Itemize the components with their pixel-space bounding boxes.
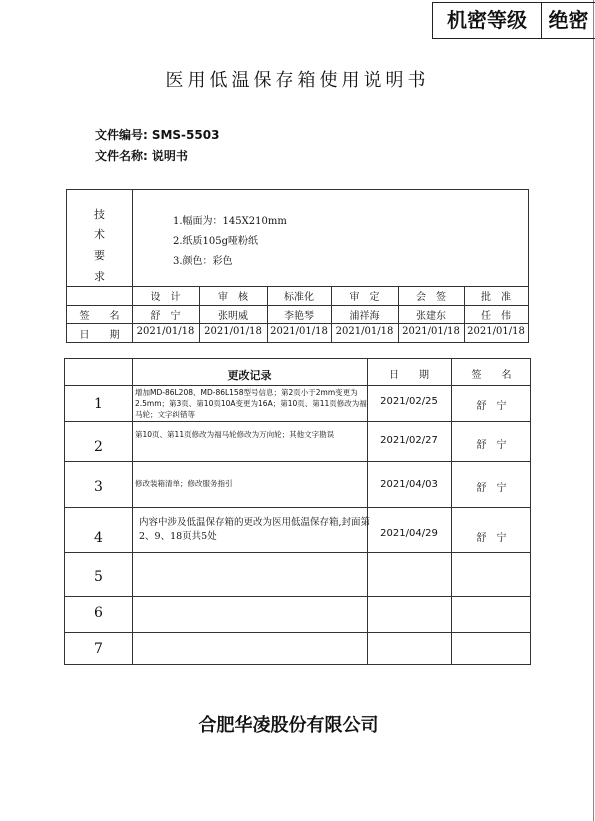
grid-line	[132, 359, 133, 664]
classification-value: 绝密	[548, 8, 589, 32]
role-review: 审 核	[218, 292, 248, 303]
role-countersign: 会 签	[416, 292, 446, 303]
file-name-label: 文件名称:	[95, 149, 148, 163]
grid-line	[65, 507, 530, 508]
grid-line	[65, 596, 530, 597]
change-date: 2021/02/27	[380, 435, 438, 446]
tech-requirements-label	[67, 190, 132, 286]
classification-box	[432, 2, 595, 39]
grid-line	[65, 461, 530, 462]
approval-date: 2021/01/18	[204, 326, 262, 337]
change-log-table	[64, 358, 531, 665]
tech-requirement-item: 3.颜色：彩色	[173, 256, 233, 267]
change-date: 2021/04/29	[380, 528, 438, 539]
change-sign-header: 签 名	[471, 370, 512, 381]
change-description: 第10页、第11页修改为福马轮修改为万向轮；其他文字勘误	[135, 430, 335, 439]
company-name: 合肥华凌股份有限公司	[198, 715, 379, 736]
change-description: 修改装箱清单；修改服务指引	[135, 479, 233, 488]
grid-line	[65, 632, 530, 633]
tech-label-char: 技	[94, 208, 105, 221]
change-record-header: 更改记录	[227, 369, 272, 382]
grid-line	[65, 552, 530, 553]
approval-date: 2021/01/18	[467, 326, 525, 337]
change-signer: 舒 宁	[476, 440, 507, 451]
change-date: 2021/02/25	[380, 396, 438, 407]
signer-name: 张建东	[416, 311, 446, 322]
file-number-label: 文件编号:	[95, 128, 148, 142]
grid-line	[67, 305, 528, 306]
signer-name: 舒 宁	[150, 311, 181, 322]
change-row-number: 2	[94, 439, 103, 455]
approval-table	[66, 189, 529, 343]
grid-line	[67, 323, 528, 324]
tech-requirement-item: 2.纸质105g哑粉纸	[173, 236, 259, 247]
change-row-number: 1	[94, 396, 103, 412]
page-border	[593, 0, 594, 821]
change-row-number: 6	[94, 605, 103, 621]
tech-label-char: 求	[94, 270, 105, 283]
change-row-number: 3	[94, 479, 103, 495]
grid-line	[65, 421, 530, 422]
grid-line	[67, 286, 528, 287]
change-description: 内容中涉及低温保存箱的更改为医用低温保存箱,封面第2、9、18页共5处	[139, 517, 371, 542]
change-date: 2021/04/03	[380, 479, 438, 490]
signer-name: 李艳琴	[284, 311, 314, 322]
change-row-number: 7	[94, 641, 103, 657]
role-verify: 审 定	[349, 292, 380, 303]
role-standardize: 标准化	[284, 292, 314, 303]
signer-name: 任 伟	[481, 311, 511, 322]
tech-requirement-item: 1.幅面为：145X210mm	[173, 216, 287, 227]
file-number	[95, 126, 219, 143]
date-row-label: 日 期	[79, 330, 120, 341]
change-description: 增加MD-86L208、MD-86L158型号信息；第2页小于2mm变更为2.5mm；第3页、第10页10A变更为16A；第10页、第11页修改为福马轮；文字纠错等	[135, 388, 367, 419]
signer-name: 浦祥海	[349, 311, 380, 322]
file-name	[95, 147, 188, 164]
sign-row-label: 签 名	[79, 311, 120, 322]
tech-requirements-list	[173, 212, 287, 272]
change-signer: 舒 宁	[476, 483, 507, 494]
change-signer: 舒 宁	[476, 533, 507, 544]
change-date-header: 日 期	[389, 370, 429, 381]
tech-label-char: 要	[94, 249, 105, 262]
approval-date: 2021/01/18	[136, 326, 195, 337]
approval-date: 2021/01/18	[335, 326, 394, 337]
signer-name: 张明威	[218, 311, 248, 322]
approval-date: 2021/01/18	[402, 326, 460, 337]
approval-date: 2021/01/18	[270, 326, 328, 337]
tech-label-char: 术	[94, 228, 105, 241]
role-design: 设 计	[150, 292, 181, 303]
role-approve: 批 准	[481, 292, 511, 303]
page-title: 医用低温保存箱使用说明书	[165, 70, 430, 91]
change-signer: 舒 宁	[476, 401, 507, 412]
grid-line	[65, 385, 530, 386]
classification-label: 机密等级	[433, 3, 542, 38]
change-row-number: 4	[94, 530, 103, 546]
change-row-number: 5	[94, 569, 103, 585]
file-number-value: SMS-5503	[151, 128, 220, 142]
file-name-value: 说明书	[151, 149, 188, 163]
